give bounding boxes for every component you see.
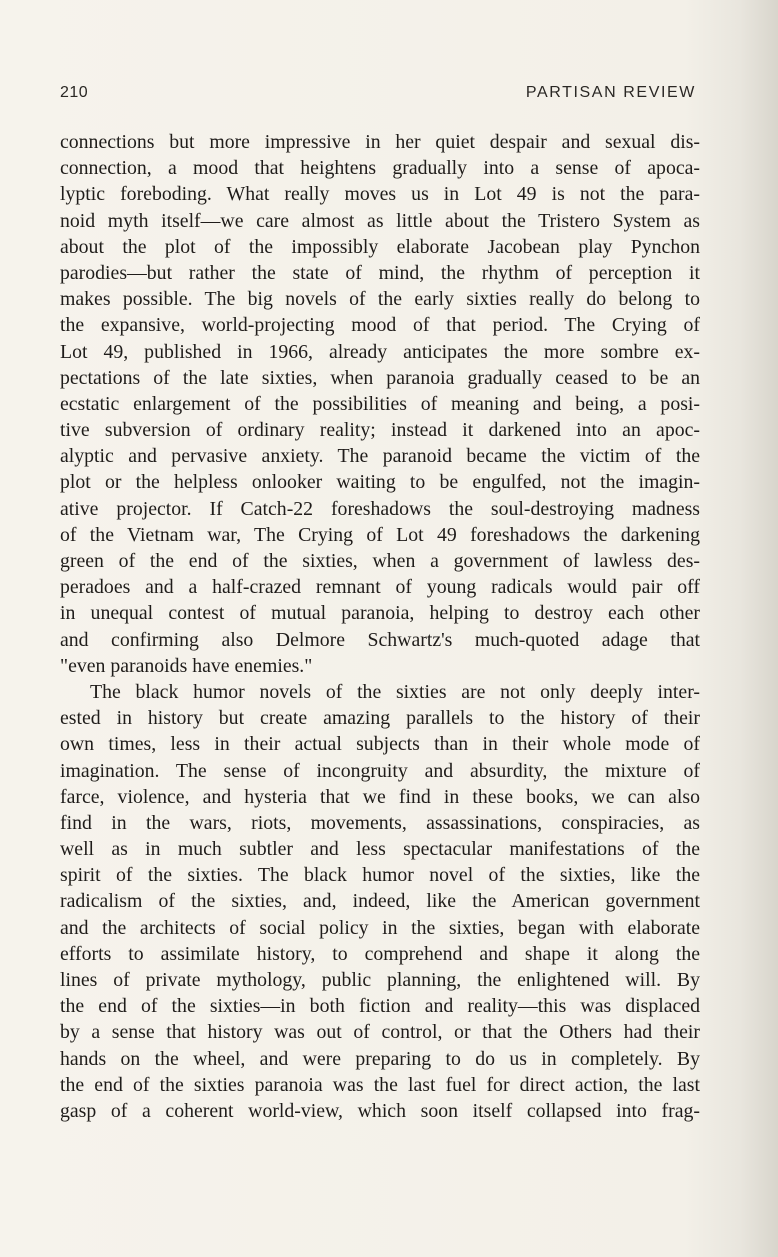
text-line: of the Vietnam war, The Crying of Lot 49 foreshadows the darkening: [60, 523, 700, 546]
text-line: connection, a mood that heightens gradually into a sense of apoca-: [60, 157, 700, 180]
text-line: gasp of a coherent world-view, which soon itself collapsed into frag-: [60, 1099, 700, 1122]
text-line: well as in much subtler and less spectacular manifestations of the: [60, 838, 700, 861]
text-line: lyptic foreboding. What really moves us in Lot 49 is not the para-: [60, 183, 700, 206]
text-line: the expansive, world-projecting mood of that period. The Crying of: [60, 314, 700, 337]
text-line: and the architects of social policy in the sixties, began with elaborate: [60, 916, 700, 939]
text-line: the end of the sixties—in both fiction and reality—this was displaced: [60, 995, 700, 1018]
text-line: find in the wars, riots, movements, assassinations, conspiracies, as: [60, 811, 700, 834]
text-line: ecstatic enlargement of the possibilities of meaning and being, a posi-: [60, 392, 700, 415]
body-text: [60, 129, 700, 1124]
text-line: radicalism of the sixties, and, indeed, like the American government: [60, 890, 700, 913]
text-line: makes possible. The big novels of the early sixties really do belong to: [60, 288, 700, 311]
text-line: parodies—but rather the state of mind, the rhythm of perception it: [60, 261, 700, 284]
text-line: pectations of the late sixties, when paranoia gradually ceased to be an: [60, 366, 700, 389]
text-line: spirit of the sixties. The black humor novel of the sixties, like the: [60, 864, 700, 887]
text-line: plot or the helpless onlooker waiting to be engulfed, not the imagin-: [60, 471, 700, 494]
text-line: hands on the wheel, and were preparing to do us in completely. By: [60, 1047, 700, 1070]
text-line: in unequal contest of mutual paranoia, helping to destroy each other: [60, 602, 700, 625]
running-head: PARTISAN REVIEW: [525, 84, 696, 101]
text-line: own times, less in their actual subjects than in their whole mode of: [60, 733, 700, 756]
text-line: the end of the sixties paranoia was the last fuel for direct action, the last: [60, 1073, 700, 1096]
text-line: connections but more impressive in her quiet despair and sexual dis-: [60, 131, 700, 153]
text-line: and confirming also Delmore Schwartz's much-quoted adage that: [60, 628, 700, 651]
text-line: ative projector. If Catch-22 foreshadows the soul-destroying madness: [60, 497, 700, 520]
text-line: farce, violence, and hysteria that we find in these books, we can also: [60, 785, 700, 808]
text-line: green of the end of the sixties, when a government of lawless des-: [60, 550, 700, 572]
text-line: peradoes and a half-crazed remnant of young radicals would pair off: [60, 576, 700, 599]
text-line: about the plot of the impossibly elaborate Jacobean play Pynchon: [60, 235, 700, 258]
page-header: [60, 84, 696, 108]
text-line: efforts to assimilate history, to comprehend and shape it along the: [60, 942, 700, 965]
text-line: lines of private mythology, public planning, the enlightened will. By: [60, 969, 700, 991]
text-line: alyptic and pervasive anxiety. The paranoid became the victim of the: [60, 445, 700, 468]
text-line: noid myth itself—we care almost as little about the Tristero System as: [60, 209, 700, 232]
text-line: tive subversion of ordinary reality; instead it darkened into an apoc-: [60, 419, 700, 442]
text-line: The black humor novels of the sixties are not only deeply inter-: [90, 680, 700, 703]
page-number: 210: [60, 84, 89, 101]
text-line: "even paranoids have enemies.": [60, 654, 313, 677]
text-line: Lot 49, published in 1966, already anticipates the more sombre ex-: [60, 340, 700, 363]
text-line: imagination. The sense of incongruity and absurdity, the mixture of: [60, 759, 700, 782]
text-line: ested in history but create amazing parallels to the history of their: [60, 707, 700, 730]
text-line: by a sense that history was out of control, or that the Others had their: [60, 1021, 700, 1044]
